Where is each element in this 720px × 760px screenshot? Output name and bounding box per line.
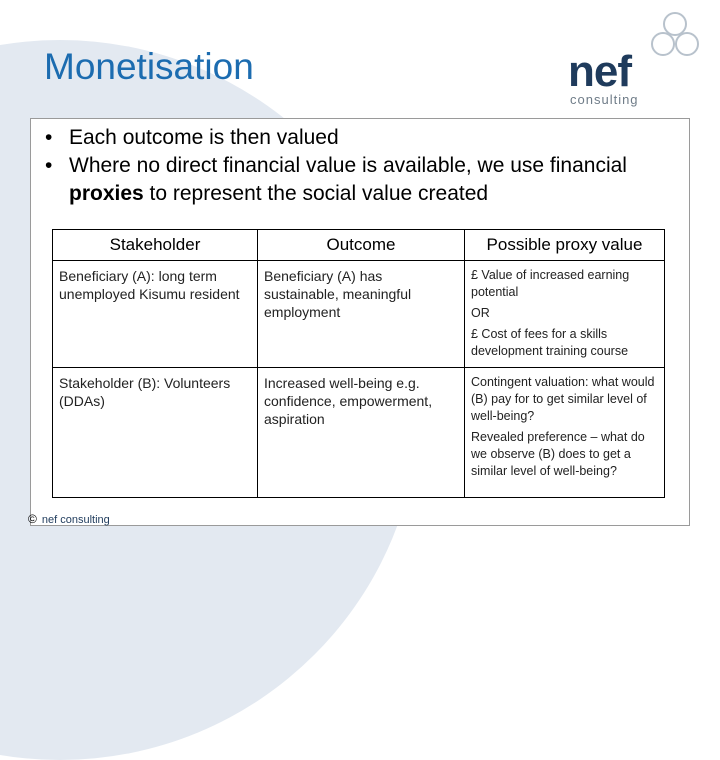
copyright-symbol: ©: [28, 512, 37, 526]
column-header-proxy: Possible proxy value: [465, 230, 665, 261]
bullet-text: Where no direct financial value is available, we use financial proxies to represent the social value created: [69, 154, 627, 205]
logo-circles-icon: [645, 10, 705, 62]
bullet-item: [45, 124, 685, 152]
proxy-table: [52, 229, 665, 498]
bullet-text: Each outcome is then valued: [69, 126, 339, 149]
outcome-cell: Increased well-being e.g. confidence, empowerment, aspiration: [258, 368, 465, 498]
stakeholder-cell: Stakeholder (B): Volunteers (DDAs): [53, 368, 258, 498]
logo-wordmark: nef: [568, 47, 631, 96]
stakeholder-cell: Beneficiary (A): long term unemployed Kisumu resident: [53, 261, 258, 368]
proxy-line: £ Cost of fees for a skills development training course: [471, 327, 629, 358]
footer-text: nef consulting: [41, 514, 110, 526]
proxy-line: £ Value of increased earning potential: [471, 268, 630, 299]
proxy-line: Contingent valuation: what would (B) pay for to get similar level of well-being?: [471, 375, 655, 423]
column-header-stakeholder: Stakeholder: [53, 230, 258, 261]
outcome-cell: Beneficiary (A) has sustainable, meaningful employment: [258, 261, 465, 368]
proxy-cell: [465, 368, 665, 498]
column-header-outcome: Outcome: [258, 230, 465, 261]
bullet-item: [45, 152, 685, 208]
proxy-cell: [465, 261, 665, 368]
footer: [28, 512, 110, 526]
proxy-line: Revealed preference – what do we observe (B) does to get a similar level of well-being?: [471, 430, 645, 478]
table-row: [53, 261, 665, 368]
bullet-marker: •: [45, 154, 53, 177]
bullet-list: [45, 124, 685, 208]
slide-title: Monetisation: [44, 46, 254, 87]
bold-keyword: proxies: [69, 182, 144, 205]
proxy-line: OR: [471, 306, 490, 320]
table-row: [53, 368, 665, 498]
bullet-marker: •: [45, 126, 53, 149]
table-header-row: [53, 230, 665, 261]
logo-subtitle: consulting: [570, 92, 639, 107]
